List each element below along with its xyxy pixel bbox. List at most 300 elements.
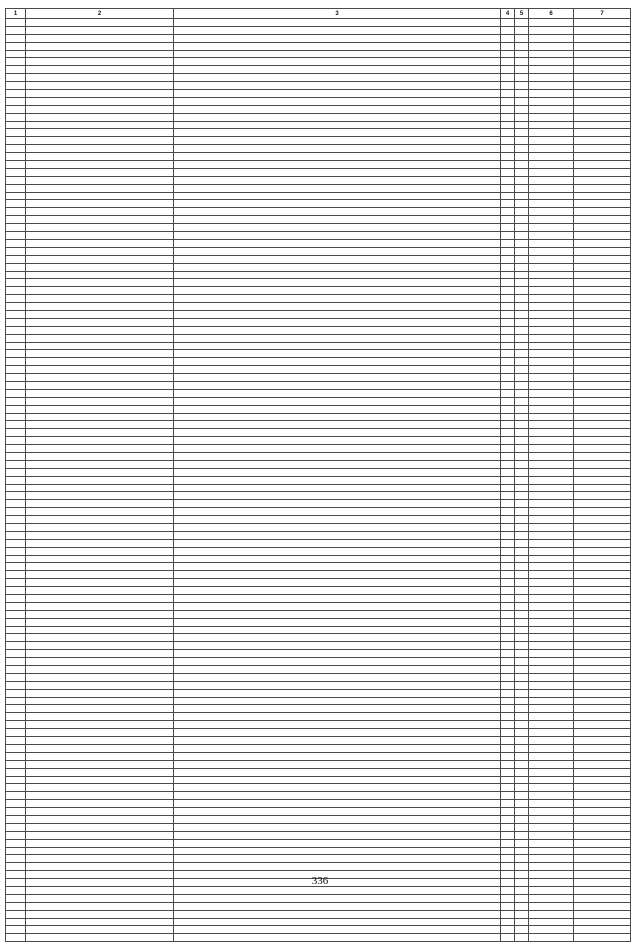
- table-cell: [26, 326, 174, 334]
- table-cell: [529, 295, 574, 303]
- table-cell: [529, 524, 574, 532]
- table-cell: [501, 918, 515, 926]
- table-cell: [26, 934, 174, 942]
- table-row: [6, 579, 631, 587]
- table-cell: [26, 815, 174, 823]
- table-cell: [529, 326, 574, 334]
- table-row: [6, 287, 631, 295]
- table-cell: [174, 137, 501, 145]
- table-cell: [574, 539, 631, 547]
- table-cell: [6, 894, 26, 902]
- table-cell: [574, 918, 631, 926]
- table-cell: [574, 531, 631, 539]
- table-cell: [6, 839, 26, 847]
- table-cell: [6, 247, 26, 255]
- table-row: [6, 847, 631, 855]
- table-cell: [26, 516, 174, 524]
- table-cell: [174, 476, 501, 484]
- table-cell: [501, 681, 515, 689]
- table-cell: [574, 847, 631, 855]
- table-cell: [501, 58, 515, 66]
- table-cell: [501, 571, 515, 579]
- table-row: [6, 113, 631, 121]
- table-cell: [501, 784, 515, 792]
- table-cell: [26, 926, 174, 934]
- table-cell: [174, 176, 501, 184]
- table-cell: [574, 563, 631, 571]
- table-cell: [515, 90, 529, 98]
- table-cell: [501, 74, 515, 82]
- table-cell: [6, 168, 26, 176]
- table-cell: [501, 342, 515, 350]
- table-cell: [515, 105, 529, 113]
- table-cell: [529, 839, 574, 847]
- table-cell: [529, 82, 574, 90]
- table-cell: [6, 287, 26, 295]
- table-cell: [26, 452, 174, 460]
- table-cell: [529, 808, 574, 816]
- table-cell: [174, 744, 501, 752]
- table-row: [6, 405, 631, 413]
- table-row: [6, 58, 631, 66]
- table-cell: [515, 831, 529, 839]
- table-cell: [26, 531, 174, 539]
- table-cell: [515, 524, 529, 532]
- table-cell: [574, 129, 631, 137]
- table-cell: [501, 760, 515, 768]
- table-cell: [26, 705, 174, 713]
- table-cell: [529, 90, 574, 98]
- table-cell: [501, 673, 515, 681]
- table-cell: [574, 318, 631, 326]
- table-cell: [174, 729, 501, 737]
- table-cell: [6, 595, 26, 603]
- table-cell: [501, 295, 515, 303]
- table-cell: [6, 161, 26, 169]
- table-cell: [501, 713, 515, 721]
- table-cell: [26, 26, 174, 34]
- table-cell: [515, 547, 529, 555]
- table-cell: [574, 184, 631, 192]
- table-cell: [515, 318, 529, 326]
- table-cell: [26, 350, 174, 358]
- table-cell: [501, 744, 515, 752]
- table-cell: [501, 350, 515, 358]
- table-cell: [6, 847, 26, 855]
- table-cell: [174, 263, 501, 271]
- table-cell: [574, 239, 631, 247]
- table-cell: [529, 145, 574, 153]
- table-cell: [529, 650, 574, 658]
- table-cell: [26, 279, 174, 287]
- table-cell: [174, 516, 501, 524]
- table-cell: [26, 358, 174, 366]
- table-cell: [26, 618, 174, 626]
- table-cell: [574, 192, 631, 200]
- table-cell: [529, 579, 574, 587]
- table-cell: [6, 744, 26, 752]
- table-row: [6, 721, 631, 729]
- table-cell: [574, 618, 631, 626]
- table-cell: [501, 358, 515, 366]
- table-cell: [529, 381, 574, 389]
- table-cell: [26, 74, 174, 82]
- table-cell: [174, 918, 501, 926]
- table-cell: [174, 58, 501, 66]
- table-cell: [26, 263, 174, 271]
- table-cell: [515, 145, 529, 153]
- table-cell: [6, 97, 26, 105]
- table-cell: [26, 737, 174, 745]
- table-cell: [515, 839, 529, 847]
- table-row: [6, 602, 631, 610]
- table-cell: [174, 42, 501, 50]
- table-cell: [501, 279, 515, 287]
- table-cell: [26, 886, 174, 894]
- table-cell: [26, 744, 174, 752]
- table-cell: [574, 831, 631, 839]
- table-cell: [529, 168, 574, 176]
- table-cell: [574, 263, 631, 271]
- table-cell: [26, 476, 174, 484]
- table-row: [6, 129, 631, 137]
- table-cell: [26, 587, 174, 595]
- table-cell: [174, 421, 501, 429]
- table-cell: [174, 531, 501, 539]
- table-cell: [515, 192, 529, 200]
- table-row: [6, 524, 631, 532]
- table-cell: [515, 66, 529, 74]
- table-cell: [574, 232, 631, 240]
- table-cell: [6, 492, 26, 500]
- table-cell: [26, 90, 174, 98]
- table-cell: [26, 760, 174, 768]
- table-cell: [574, 42, 631, 50]
- table-cell: [26, 184, 174, 192]
- table-row: [6, 303, 631, 311]
- table-cell: [26, 97, 174, 105]
- table-row: [6, 547, 631, 555]
- table-cell: [529, 610, 574, 618]
- table-cell: [529, 571, 574, 579]
- table-cell: [515, 815, 529, 823]
- table-cell: [501, 161, 515, 169]
- table-cell: [26, 823, 174, 831]
- table-cell: [574, 413, 631, 421]
- table-cell: [574, 547, 631, 555]
- table-cell: [6, 705, 26, 713]
- table-row: [6, 815, 631, 823]
- table-cell: [174, 168, 501, 176]
- table-cell: [6, 184, 26, 192]
- table-cell: [529, 934, 574, 942]
- table-cell: [529, 642, 574, 650]
- table-cell: [574, 492, 631, 500]
- table-cell: [6, 658, 26, 666]
- table-cell: [501, 689, 515, 697]
- table-cell: [26, 121, 174, 129]
- table-cell: [574, 863, 631, 871]
- table-cell: [529, 634, 574, 642]
- table-cell: [6, 429, 26, 437]
- table-cell: [529, 232, 574, 240]
- table-cell: [6, 90, 26, 98]
- table-cell: [6, 713, 26, 721]
- table-cell: [174, 232, 501, 240]
- table-cell: [574, 50, 631, 58]
- table-cell: [515, 374, 529, 382]
- table-row: [6, 926, 631, 934]
- table-cell: [174, 224, 501, 232]
- table-cell: [6, 626, 26, 634]
- table-cell: [6, 737, 26, 745]
- table-cell: [501, 847, 515, 855]
- table-cell: [6, 618, 26, 626]
- table-row: [6, 610, 631, 618]
- table-cell: [574, 508, 631, 516]
- table-cell: [515, 445, 529, 453]
- table-cell: [515, 737, 529, 745]
- table-cell: [174, 247, 501, 255]
- table-cell: [26, 792, 174, 800]
- table-cell: [6, 689, 26, 697]
- table-cell: [501, 445, 515, 453]
- table-row: [6, 839, 631, 847]
- table-cell: [501, 460, 515, 468]
- table-cell: [6, 531, 26, 539]
- table-cell: [6, 239, 26, 247]
- table-cell: [501, 587, 515, 595]
- table-cell: [26, 713, 174, 721]
- table-cell: [515, 721, 529, 729]
- table-cell: [174, 839, 501, 847]
- table-cell: [174, 358, 501, 366]
- table-cell: [501, 247, 515, 255]
- table-cell: [26, 224, 174, 232]
- table-cell: [501, 516, 515, 524]
- table-cell: [501, 129, 515, 137]
- table-cell: [174, 145, 501, 153]
- table-cell: [174, 287, 501, 295]
- table-cell: [6, 768, 26, 776]
- table-cell: [515, 381, 529, 389]
- table-cell: [574, 729, 631, 737]
- table-cell: [515, 673, 529, 681]
- table-cell: [174, 689, 501, 697]
- table-cell: [501, 271, 515, 279]
- table-cell: [501, 429, 515, 437]
- table-cell: [515, 255, 529, 263]
- table-cell: [529, 476, 574, 484]
- table-cell: [6, 831, 26, 839]
- table-cell: [529, 531, 574, 539]
- table-cell: [6, 721, 26, 729]
- table-cell: [515, 161, 529, 169]
- table-row: [6, 886, 631, 894]
- table-cell: [515, 208, 529, 216]
- table-cell: [515, 366, 529, 374]
- table-cell: [26, 200, 174, 208]
- table-cell: [501, 666, 515, 674]
- table-cell: [529, 776, 574, 784]
- table-cell: [174, 184, 501, 192]
- table-row: [6, 689, 631, 697]
- table-cell: [515, 287, 529, 295]
- table-cell: [515, 563, 529, 571]
- table-cell: [6, 66, 26, 74]
- table-row: [6, 326, 631, 334]
- table-cell: [174, 666, 501, 674]
- table-cell: [6, 310, 26, 318]
- table-cell: [515, 587, 529, 595]
- table-cell: [574, 437, 631, 445]
- table-cell: [26, 19, 174, 27]
- table-cell: [515, 113, 529, 121]
- table-row: [6, 563, 631, 571]
- table-cell: [515, 784, 529, 792]
- table-cell: [515, 303, 529, 311]
- table-cell: [26, 555, 174, 563]
- table-cell: [6, 634, 26, 642]
- table-cell: [574, 247, 631, 255]
- table-cell: [501, 303, 515, 311]
- table-cell: [515, 484, 529, 492]
- table-cell: [529, 429, 574, 437]
- table-cell: [174, 200, 501, 208]
- table-cell: [6, 460, 26, 468]
- table-cell: [6, 555, 26, 563]
- table-row: [6, 19, 631, 27]
- table-cell: [501, 232, 515, 240]
- table-row: [6, 658, 631, 666]
- table-cell: [174, 808, 501, 816]
- table-cell: [515, 926, 529, 934]
- page-number: 336: [311, 875, 329, 887]
- table-cell: [6, 224, 26, 232]
- table-cell: [501, 137, 515, 145]
- table-row: [6, 34, 631, 42]
- table-row: [6, 200, 631, 208]
- table-cell: [529, 50, 574, 58]
- table-row: [6, 784, 631, 792]
- table-cell: [501, 776, 515, 784]
- table-cell: [174, 374, 501, 382]
- table-cell: [515, 153, 529, 161]
- table-row: [6, 279, 631, 287]
- table-cell: [26, 421, 174, 429]
- table-row: [6, 358, 631, 366]
- table-cell: [6, 886, 26, 894]
- table-cell: [501, 184, 515, 192]
- table-cell: [529, 350, 574, 358]
- table-cell: [529, 539, 574, 547]
- table-cell: [6, 776, 26, 784]
- table-cell: [515, 705, 529, 713]
- table-cell: [574, 279, 631, 287]
- table-cell: [6, 350, 26, 358]
- table-row: [6, 247, 631, 255]
- table-cell: [515, 460, 529, 468]
- table-cell: [515, 405, 529, 413]
- table-cell: [6, 200, 26, 208]
- table-cell: [174, 610, 501, 618]
- table-cell: [515, 642, 529, 650]
- table-cell: [515, 555, 529, 563]
- table-cell: [26, 689, 174, 697]
- register-rows: [6, 19, 631, 942]
- table-row: [6, 381, 631, 389]
- table-cell: [26, 650, 174, 658]
- table-cell: [515, 579, 529, 587]
- table-row: [6, 666, 631, 674]
- table-cell: [6, 500, 26, 508]
- table-cell: [515, 634, 529, 642]
- table-row: [6, 161, 631, 169]
- table-cell: [529, 239, 574, 247]
- table-cell: [6, 42, 26, 50]
- table-cell: [574, 571, 631, 579]
- table-row: [6, 121, 631, 129]
- table-cell: [174, 381, 501, 389]
- table-cell: [574, 34, 631, 42]
- table-cell: [174, 389, 501, 397]
- table-cell: [6, 145, 26, 153]
- table-cell: [174, 113, 501, 121]
- table-cell: [529, 445, 574, 453]
- table-cell: [26, 768, 174, 776]
- table-cell: [501, 863, 515, 871]
- table-cell: [515, 823, 529, 831]
- table-cell: [6, 153, 26, 161]
- table-cell: [501, 97, 515, 105]
- table-cell: [26, 176, 174, 184]
- table-cell: [529, 224, 574, 232]
- table-cell: [501, 145, 515, 153]
- table-cell: [6, 926, 26, 934]
- table-cell: [529, 721, 574, 729]
- table-cell: [501, 642, 515, 650]
- table-cell: [501, 595, 515, 603]
- table-cell: [574, 910, 631, 918]
- table-cell: [515, 776, 529, 784]
- table-cell: [529, 374, 574, 382]
- table-cell: [574, 97, 631, 105]
- table-cell: [26, 255, 174, 263]
- table-row: [6, 366, 631, 374]
- table-cell: [174, 752, 501, 760]
- table-cell: [174, 855, 501, 863]
- table-cell: [174, 713, 501, 721]
- table-row: [6, 42, 631, 50]
- table-cell: [574, 673, 631, 681]
- table-cell: [6, 468, 26, 476]
- table-cell: [529, 689, 574, 697]
- table-cell: [501, 524, 515, 532]
- table-row: [6, 232, 631, 240]
- table-cell: [26, 547, 174, 555]
- table-cell: [26, 642, 174, 650]
- table-cell: [574, 658, 631, 666]
- table-cell: [529, 713, 574, 721]
- table-cell: [26, 287, 174, 295]
- table-cell: [6, 129, 26, 137]
- table-row: [6, 910, 631, 918]
- table-cell: [574, 926, 631, 934]
- table-cell: [174, 334, 501, 342]
- table-cell: [515, 476, 529, 484]
- table-row: [6, 74, 631, 82]
- table-cell: [574, 350, 631, 358]
